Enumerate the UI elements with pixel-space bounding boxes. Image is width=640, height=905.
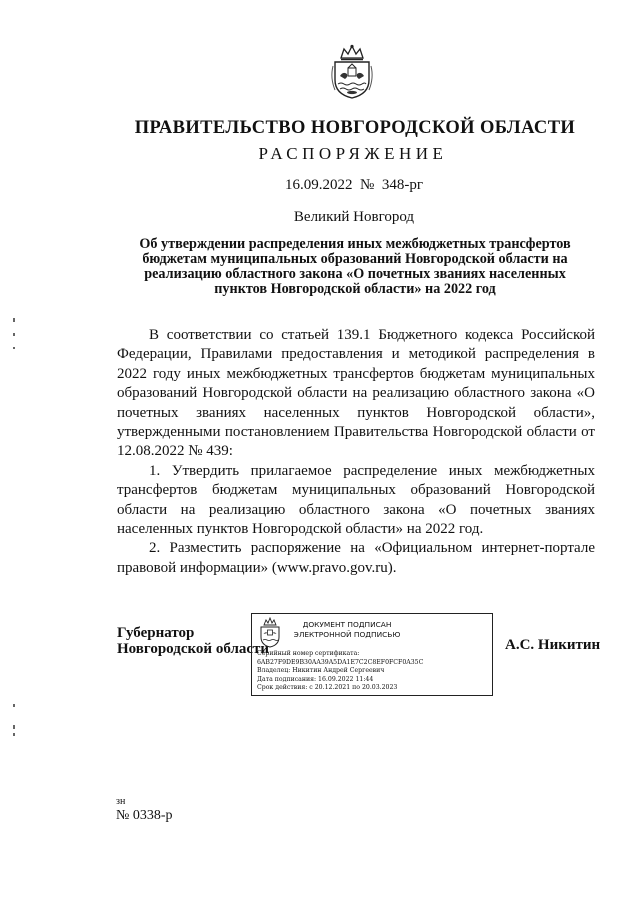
stamp-heading-line: ЭЛЕКТРОННОЙ ПОДПИСЬЮ — [293, 630, 401, 639]
document-subject: Об утверждении распределения иных межбюджетных трансфертов бюджетам муниципальных образований Новгородской области на реализацию областного закона «О почетных званиях населенных пунктов Новгородской области» на 2022 год — [139, 236, 571, 297]
registration-footer — [116, 795, 173, 823]
novgorod-coat-of-arms-icon — [329, 44, 375, 100]
novgorod-coat-of-arms-icon — [257, 617, 283, 648]
scan-margin-mark — [13, 725, 15, 729]
stamp-details — [257, 650, 423, 693]
stamp-heading — [292, 620, 402, 640]
government-title: ПРАВИТЕЛЬСТВО НОВГОРОДСКОЙ ОБЛАСТИ — [134, 118, 576, 138]
body-paragraph: 1. Утвердить прилагаемое распределение иных межбюджетных трансфертов бюджетам муниципальных образований Новгородской области на реализацию областного закона «О почетных званиях населенных пунктов Новгородской области» на 2022 год. — [117, 462, 595, 538]
document-body — [117, 326, 595, 578]
certificate-owner: Владелец: Никитин Андрей Сергеевич — [257, 667, 385, 674]
electronic-signature-stamp — [251, 613, 493, 696]
document-type: РАСПОРЯЖЕНИЕ — [258, 144, 448, 163]
registration-number: № 0338-р — [116, 808, 173, 823]
certificate-number: 6AB27F9DE9B30AA39A5DA1E7C2C8EF0FCF0A35C — [257, 658, 424, 666]
signatory-role — [117, 625, 269, 657]
document-city: Великий Новгород — [293, 209, 415, 225]
scan-margin-mark — [13, 333, 15, 336]
signing-date: Дата подписания: 16.09.2022 11:44 — [257, 675, 374, 683]
document-date-number — [0, 177, 640, 194]
executor-initials: зн — [116, 796, 126, 807]
signatory-name: А.С. Никитин — [505, 637, 601, 653]
scan-margin-mark — [13, 733, 15, 736]
body-paragraph: В соответствии со статьей 139.1 Бюджетного кодекса Российской Федерации, Правилами предоставления и методикой распределения в 2022 году иных межбюджетных трансфертов бюджетам муниципальных образований Новгородской области на реализацию областного закона «О почетных званиях населенных пунктов Новгородской области», утвержденными постановлением Правительства Новгородской области от 12.08.2022 № 439: — [117, 327, 595, 460]
scan-margin-mark — [13, 347, 15, 349]
document-date: 16.09.2022 — [285, 177, 353, 193]
signatory-role-line: Губернатор — [117, 625, 195, 641]
signatory-role-line: Новгородской области — [117, 641, 270, 657]
body-paragraph: 2. Разместить распоряжение на «Официальном интернет-портале правовой информации» (www.pravo.gov.ru). — [117, 540, 595, 576]
certificate-validity: Срок действия: с 20.12.2021 по 20.03.2023 — [257, 684, 398, 691]
number-sign: № — [360, 177, 375, 193]
scan-margin-mark — [13, 318, 15, 322]
scan-margin-mark — [13, 704, 15, 707]
certificate-label: Серийный номер сертификата: — [257, 650, 360, 657]
document-number: 348-рг — [381, 177, 423, 193]
stamp-heading-line: ДОКУМЕНТ ПОДПИСАН — [302, 620, 392, 629]
